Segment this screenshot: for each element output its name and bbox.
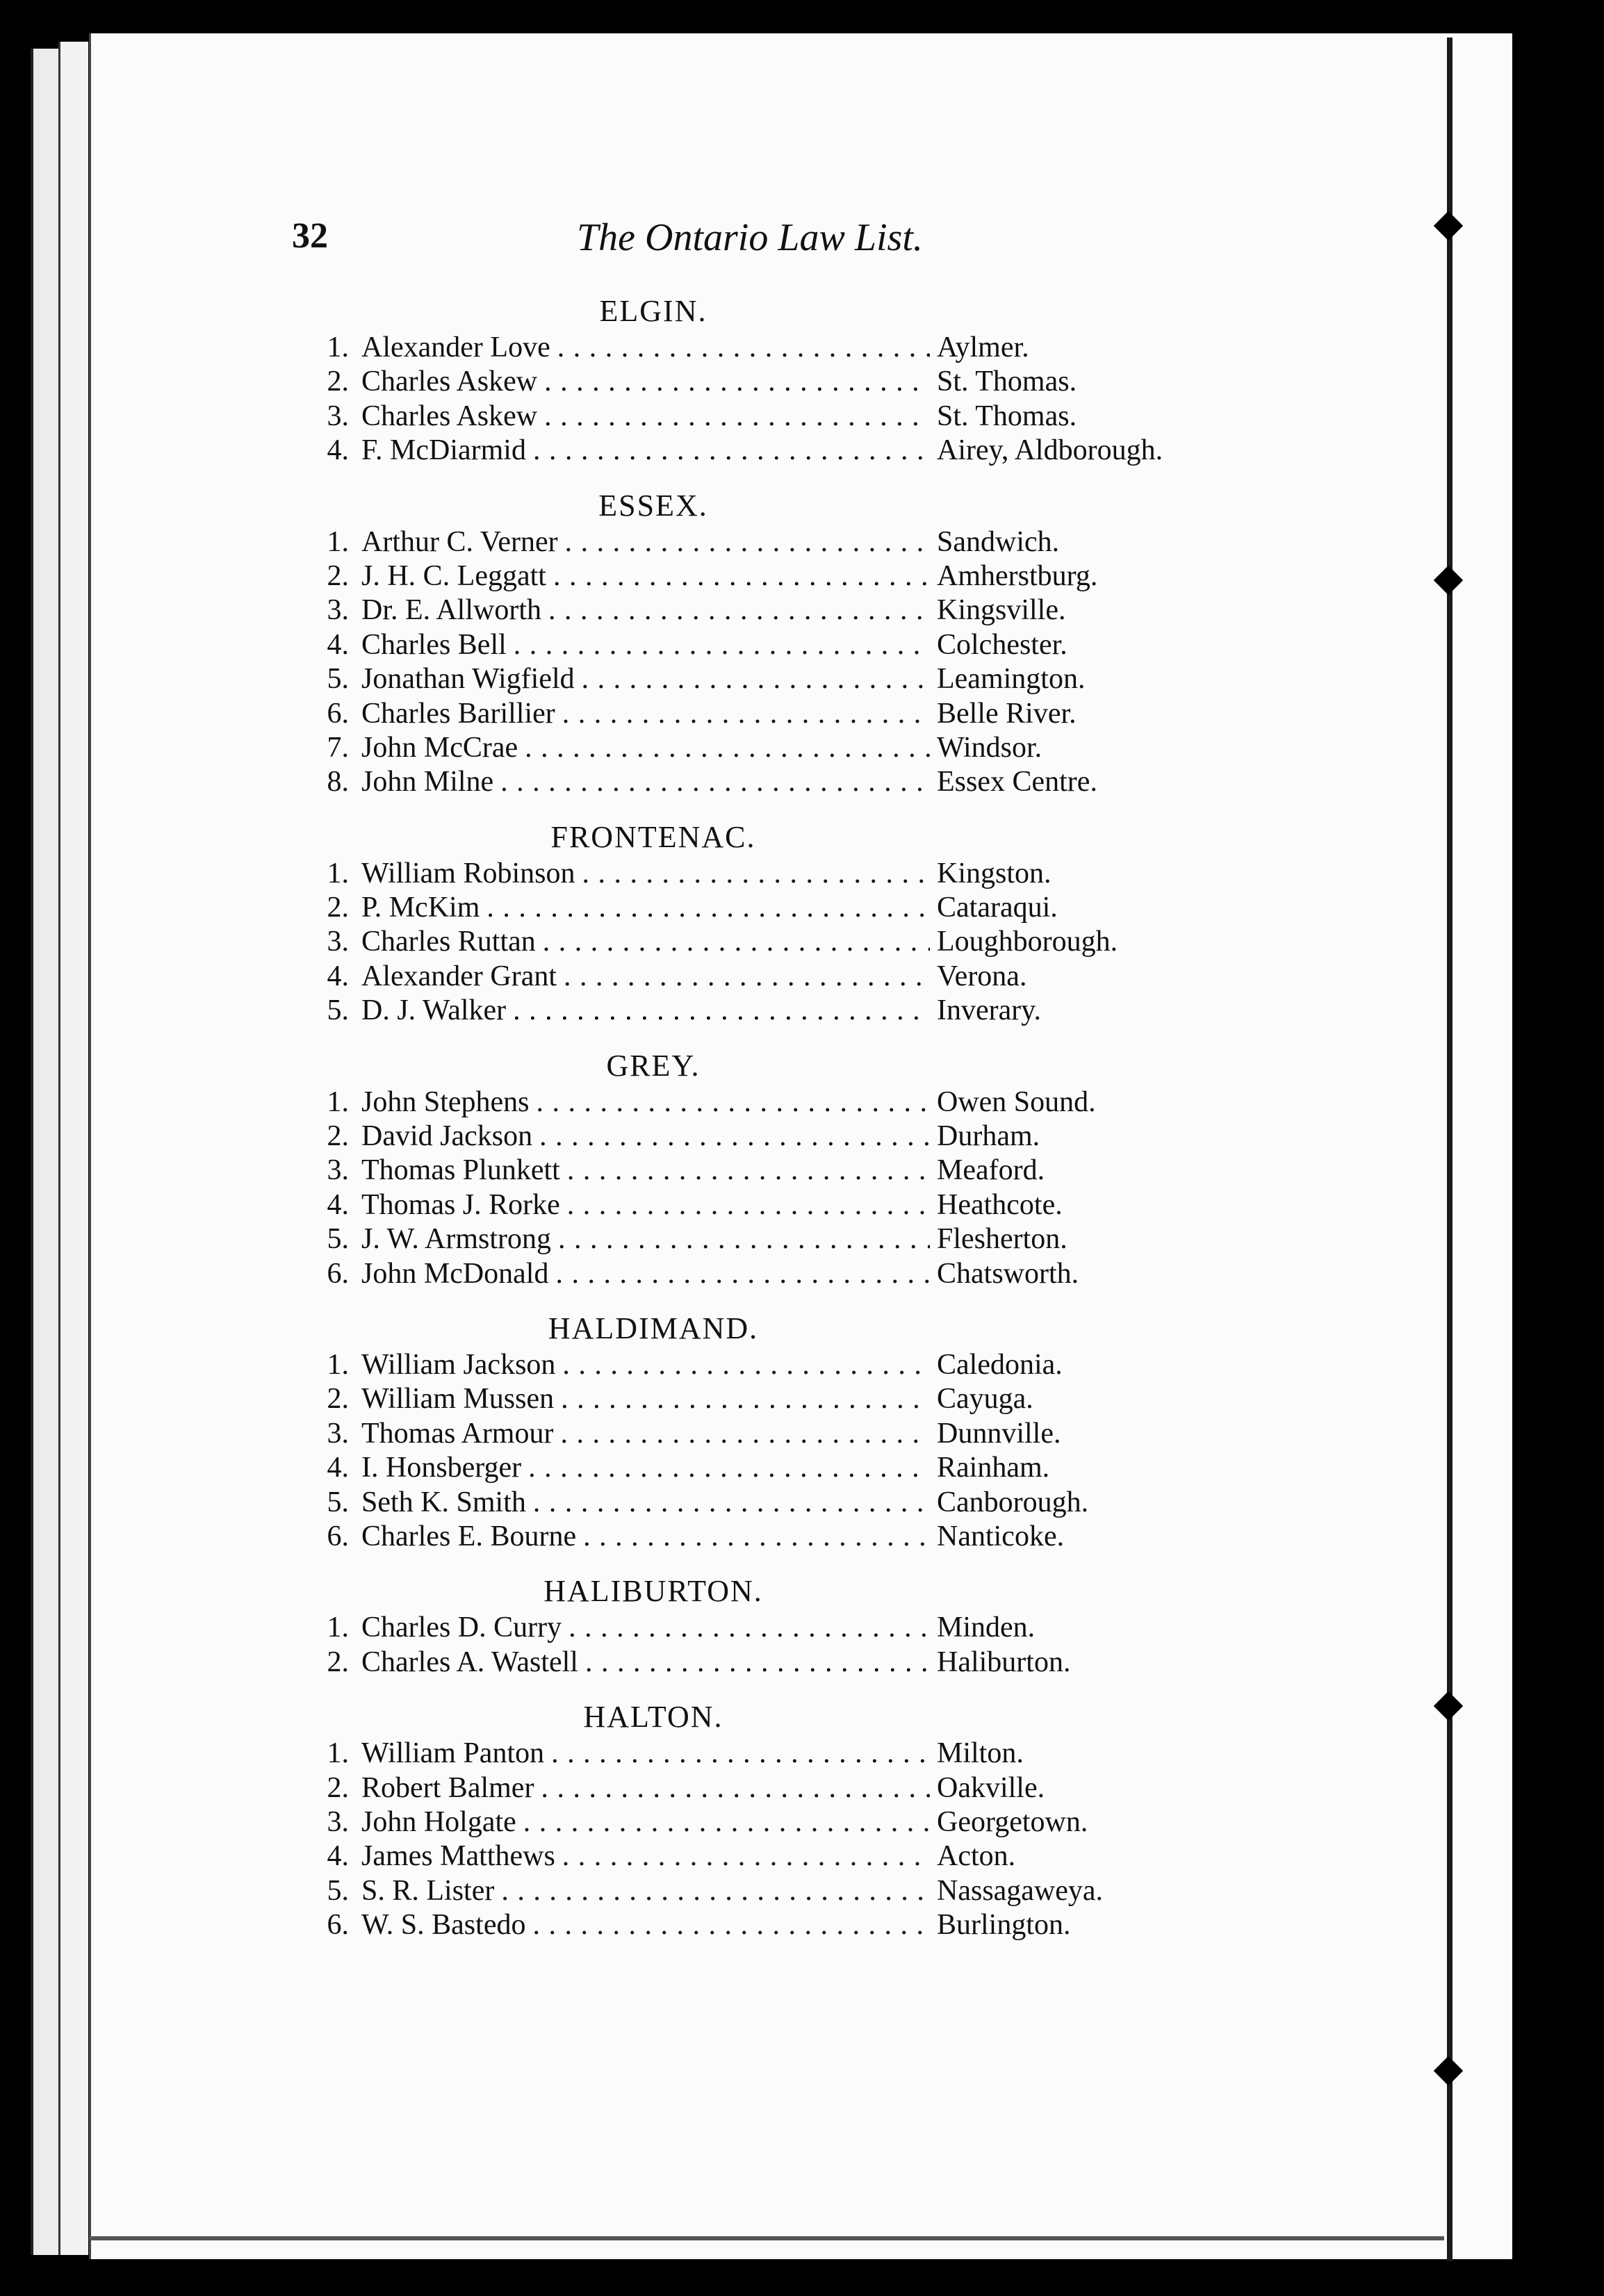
- entry-number: 5.: [327, 1874, 349, 1907]
- dot-leader: [557, 331, 930, 365]
- entry-name: John McCrae: [361, 731, 518, 764]
- dot-leader: [532, 1908, 930, 1942]
- dot-leader: [528, 1451, 930, 1485]
- dot-leader: [543, 925, 930, 959]
- entry-name-cell: [361, 400, 937, 434]
- dot-leader: [567, 1154, 930, 1188]
- entry-number: 4.: [327, 960, 349, 992]
- running-title: The Ontario Law List.: [577, 216, 923, 259]
- entry-number: 1.: [327, 1348, 349, 1381]
- dot-leader: [551, 1737, 930, 1771]
- entry-name: John Holgate: [361, 1805, 516, 1838]
- dot-leader: [553, 559, 930, 593]
- list-item: [306, 1737, 1237, 1771]
- dot-leader: [562, 697, 930, 731]
- entry-place: Meaford.: [937, 1154, 1045, 1187]
- entry-number: 3.: [327, 1805, 349, 1838]
- county-section: [306, 486, 1237, 800]
- entry-name: S. R. Lister: [361, 1874, 495, 1907]
- list-item: [306, 1486, 1237, 1520]
- entry-place: Inverary.: [937, 994, 1042, 1027]
- entry-name: John Milne: [361, 766, 494, 798]
- entry-number: 1.: [327, 1737, 349, 1770]
- county-section: [306, 1047, 1237, 1291]
- dot-leader: [533, 1486, 930, 1520]
- entry-place: Caledonia.: [937, 1348, 1063, 1381]
- page-edge-middle: [58, 42, 88, 2255]
- entry-place: Oakville.: [937, 1771, 1045, 1804]
- entry-number: 2.: [327, 1120, 349, 1153]
- entry-name-cell: [361, 1085, 937, 1120]
- dot-leader: [500, 765, 930, 799]
- entry-number: 3.: [327, 926, 349, 958]
- entry-name: William Panton: [361, 1737, 545, 1770]
- gutter-line: [1447, 38, 1452, 2261]
- dot-leader: [523, 1805, 930, 1839]
- list-item: [306, 1154, 1237, 1188]
- list-item: [306, 434, 1237, 468]
- entry-place: Dunnville.: [937, 1417, 1061, 1450]
- county-heading: HALIBURTON.: [543, 1574, 763, 1609]
- dot-leader: [544, 400, 930, 434]
- list-item: [306, 1520, 1237, 1554]
- entry-place: Sandwich.: [937, 525, 1060, 558]
- law-list: [306, 292, 1237, 1942]
- entry-name: Charles E. Bourne: [361, 1520, 577, 1552]
- list-item: [306, 891, 1237, 925]
- entry-place: Chatsworth.: [937, 1257, 1079, 1290]
- entry-number: 6.: [327, 1520, 349, 1552]
- entry-name: W. S. Bastedo: [361, 1909, 526, 1942]
- county-section: [306, 818, 1237, 1028]
- entry-name: Seth K. Smith: [361, 1486, 526, 1518]
- list-item: [306, 1417, 1237, 1451]
- entry-number: 4.: [327, 1452, 349, 1484]
- entry-name: Charles Ruttan: [361, 926, 536, 958]
- entry-number: 8.: [327, 766, 349, 798]
- entry-number: 1.: [327, 1085, 349, 1118]
- entry-name-cell: [361, 960, 937, 994]
- entry-name: I. Honsberger: [361, 1452, 522, 1484]
- county-section: [306, 1309, 1237, 1554]
- entry-number: 3.: [327, 1154, 349, 1187]
- entry-name-cell: [361, 1382, 937, 1416]
- dot-leader: [525, 731, 930, 765]
- entry-number: 5.: [327, 663, 349, 696]
- entry-number: 4.: [327, 1840, 349, 1873]
- entry-name: Thomas Plunkett: [361, 1154, 560, 1187]
- entry-name-cell: [361, 1737, 937, 1771]
- entry-name-cell: [361, 731, 937, 765]
- entry-place: Leamington.: [937, 663, 1086, 696]
- entry-number: 2.: [327, 892, 349, 924]
- list-item: [306, 1908, 1237, 1942]
- entry-place: St. Thomas.: [937, 400, 1077, 432]
- entry-name-cell: [361, 1188, 937, 1222]
- entry-number: 5.: [327, 1486, 349, 1518]
- dot-leader: [555, 1257, 930, 1291]
- county-heading: FRONTENAC.: [550, 819, 756, 854]
- entry-name: Charles Bell: [361, 628, 507, 661]
- dot-leader: [501, 1874, 930, 1908]
- entry-name-cell: [361, 1348, 937, 1382]
- entry-name-cell: [361, 1520, 937, 1554]
- entry-name-cell: [361, 994, 937, 1028]
- list-item: [306, 960, 1237, 994]
- entry-number: 1.: [327, 331, 349, 363]
- dot-leader: [537, 1085, 931, 1120]
- entry-number: 3.: [327, 594, 349, 627]
- entry-number: 2.: [327, 1383, 349, 1416]
- entry-name: D. J. Walker: [361, 994, 507, 1027]
- page-bottom-edge: [89, 2236, 1444, 2240]
- list-item: [306, 1257, 1237, 1291]
- entry-name-cell: [361, 697, 937, 731]
- entry-number: 4.: [327, 628, 349, 661]
- entry-name: John Stephens: [361, 1085, 530, 1118]
- entry-place: Colchester.: [937, 628, 1067, 661]
- entry-place: St. Thomas.: [937, 366, 1077, 398]
- list-item: [306, 697, 1237, 731]
- entry-name-cell: [361, 1154, 937, 1188]
- entry-place: Burlington.: [937, 1909, 1071, 1942]
- entry-name: James Matthews: [361, 1840, 555, 1873]
- entry-name: J. H. C. Leggatt: [361, 559, 546, 592]
- entry-place: Nassagaweya.: [937, 1874, 1104, 1907]
- entry-number: 2.: [327, 559, 349, 592]
- entry-name: David Jackson: [361, 1120, 533, 1153]
- dot-leader: [541, 1771, 930, 1805]
- entry-name-cell: [361, 1839, 937, 1873]
- entry-name: Charles D. Curry: [361, 1612, 562, 1644]
- entry-name-cell: [361, 1486, 937, 1520]
- entry-name-cell: [361, 1611, 937, 1645]
- entry-name-cell: [361, 925, 937, 959]
- entry-number: 3.: [327, 1417, 349, 1450]
- entry-number: 4.: [327, 1188, 349, 1221]
- dot-leader: [582, 857, 930, 891]
- entry-name-cell: [361, 434, 937, 468]
- entry-place: Aylmer.: [937, 331, 1029, 363]
- dot-leader: [539, 1120, 930, 1154]
- entry-name: John McDonald: [361, 1257, 549, 1290]
- entry-place: Windsor.: [937, 731, 1042, 764]
- county-heading: HALDIMAND.: [548, 1311, 759, 1345]
- entry-name-cell: [361, 525, 937, 559]
- entry-place: Verona.: [937, 960, 1027, 992]
- entry-number: 4.: [327, 434, 349, 467]
- entry-number: 1.: [327, 1612, 349, 1644]
- list-item: [306, 400, 1237, 434]
- dot-leader: [562, 1839, 930, 1873]
- entry-name-cell: [361, 891, 937, 925]
- entry-name-cell: [361, 365, 937, 399]
- entry-place: Flesherton.: [937, 1223, 1067, 1256]
- dot-leader: [558, 1222, 930, 1256]
- entry-name: Charles Askew: [361, 366, 538, 398]
- list-item: [306, 1451, 1237, 1485]
- dot-leader: [514, 628, 930, 662]
- entry-name: William Mussen: [361, 1383, 555, 1416]
- entry-place: Minden.: [937, 1612, 1036, 1644]
- entry-name-cell: [361, 857, 937, 891]
- list-item: [306, 628, 1237, 662]
- entry-name: Jonathan Wigfield: [361, 663, 575, 696]
- entry-name: J. W. Armstrong: [361, 1223, 552, 1256]
- entry-name: P. McKim: [361, 892, 480, 924]
- entry-name-cell: [361, 1222, 937, 1256]
- entry-place: Rainham.: [937, 1452, 1050, 1484]
- list-item: [306, 1085, 1237, 1120]
- entry-name: William Jackson: [361, 1348, 556, 1381]
- list-item: [306, 1874, 1237, 1908]
- entry-place: Belle River.: [937, 697, 1077, 730]
- county-heading: ESSEX.: [598, 488, 708, 523]
- dot-leader: [582, 662, 930, 696]
- entry-name-cell: [361, 1771, 937, 1805]
- entry-name-cell: [361, 1257, 937, 1291]
- entry-number: 5.: [327, 994, 349, 1027]
- list-item: [306, 1611, 1237, 1645]
- list-item: [306, 559, 1237, 593]
- dot-leader: [561, 1382, 930, 1416]
- entry-place: Airey, Aldborough.: [937, 434, 1163, 467]
- entry-number: 6.: [327, 1909, 349, 1942]
- entry-name: Charles A. Wastell: [361, 1646, 578, 1678]
- list-item: [306, 731, 1237, 765]
- entry-name-cell: [361, 331, 937, 365]
- entry-name-cell: [361, 1451, 937, 1485]
- entry-number: 3.: [327, 400, 349, 432]
- entry-place: Haliburton.: [937, 1646, 1071, 1678]
- list-item: [306, 1348, 1237, 1382]
- entry-name-cell: [361, 1646, 937, 1680]
- entry-name: Dr. E. Allworth: [361, 594, 541, 627]
- entry-number: 5.: [327, 1223, 349, 1256]
- entry-name-cell: [361, 593, 937, 628]
- entry-name: Thomas Armour: [361, 1417, 554, 1450]
- list-item: [306, 1805, 1237, 1839]
- county-section: [306, 1698, 1237, 1942]
- entry-name-cell: [361, 628, 937, 662]
- list-item: [306, 1382, 1237, 1416]
- entry-name: Charles Barillier: [361, 697, 555, 730]
- list-item: [306, 994, 1237, 1028]
- page-edge-back: [31, 49, 61, 2255]
- entry-number: 6.: [327, 1257, 349, 1290]
- dot-leader: [567, 1188, 930, 1222]
- entry-name: Thomas J. Rorke: [361, 1188, 560, 1221]
- entry-name: F. McDiarmid: [361, 434, 526, 467]
- dot-leader: [533, 434, 930, 468]
- entry-name-cell: [361, 1874, 937, 1908]
- list-item: [306, 593, 1237, 628]
- list-item: [306, 1839, 1237, 1873]
- page-number: 32: [292, 216, 328, 256]
- list-item: [306, 525, 1237, 559]
- entry-name-cell: [361, 1908, 937, 1942]
- county-heading: ELGIN.: [599, 294, 707, 328]
- list-item: [306, 365, 1237, 399]
- list-item: [306, 1188, 1237, 1222]
- list-item: [306, 1120, 1237, 1154]
- entry-name: Charles Askew: [361, 400, 538, 432]
- entry-place: Georgetown.: [937, 1805, 1088, 1838]
- entry-number: 2.: [327, 366, 349, 398]
- entry-name: Arthur C. Verner: [361, 525, 558, 558]
- list-item: [306, 331, 1237, 365]
- entry-place: Kingston.: [937, 857, 1051, 889]
- dot-leader: [562, 1348, 930, 1382]
- entry-place: Owen Sound.: [937, 1085, 1096, 1118]
- entry-name: William Robinson: [361, 857, 575, 889]
- list-item: [306, 1646, 1237, 1680]
- entry-name-cell: [361, 1417, 937, 1451]
- dot-leader: [585, 1646, 930, 1680]
- county-section: [306, 292, 1237, 468]
- entry-place: Heathcote.: [937, 1188, 1063, 1221]
- list-item: [306, 925, 1237, 959]
- entry-name: Robert Balmer: [361, 1771, 534, 1804]
- list-item: [306, 1771, 1237, 1805]
- dot-leader: [486, 891, 930, 925]
- entry-name-cell: [361, 559, 937, 593]
- entry-number: 7.: [327, 731, 349, 764]
- dot-leader: [583, 1520, 930, 1554]
- county-heading: GREY.: [606, 1048, 701, 1083]
- entry-name-cell: [361, 1805, 937, 1839]
- dot-leader: [565, 525, 930, 559]
- county-heading: HALTON.: [583, 1700, 723, 1735]
- entry-place: Durham.: [937, 1120, 1040, 1153]
- dot-leader: [568, 1611, 930, 1645]
- entry-place: Amherstburg.: [937, 559, 1098, 592]
- list-item: [306, 765, 1237, 799]
- entry-place: Cayuga.: [937, 1383, 1033, 1416]
- entry-number: 2.: [327, 1646, 349, 1678]
- entry-place: Essex Centre.: [937, 766, 1097, 798]
- entry-place: Nanticoke.: [937, 1520, 1065, 1552]
- entry-place: Loughborough.: [937, 926, 1118, 958]
- entry-number: 1.: [327, 857, 349, 889]
- entry-place: Cataraqui.: [937, 892, 1058, 924]
- page-header: [292, 215, 1195, 271]
- entry-place: Canborough.: [937, 1486, 1089, 1518]
- entry-place: Kingsville.: [937, 594, 1066, 627]
- dot-leader: [544, 365, 930, 399]
- entry-name-cell: [361, 1120, 937, 1154]
- county-section: [306, 1572, 1237, 1680]
- dot-leader: [513, 994, 930, 1028]
- list-item: [306, 662, 1237, 696]
- list-item: [306, 1222, 1237, 1256]
- entry-name-cell: [361, 662, 937, 696]
- entry-place: Milton.: [937, 1737, 1024, 1770]
- entry-number: 1.: [327, 525, 349, 558]
- entry-name: Alexander Grant: [361, 960, 557, 992]
- entry-number: 6.: [327, 697, 349, 730]
- entry-name-cell: [361, 765, 937, 799]
- dot-leader: [560, 1417, 930, 1451]
- entry-number: 2.: [327, 1771, 349, 1804]
- dot-leader: [564, 960, 930, 994]
- list-item: [306, 857, 1237, 891]
- dot-leader: [548, 593, 930, 628]
- entry-place: Acton.: [937, 1840, 1016, 1873]
- entry-name: Alexander Love: [361, 331, 550, 363]
